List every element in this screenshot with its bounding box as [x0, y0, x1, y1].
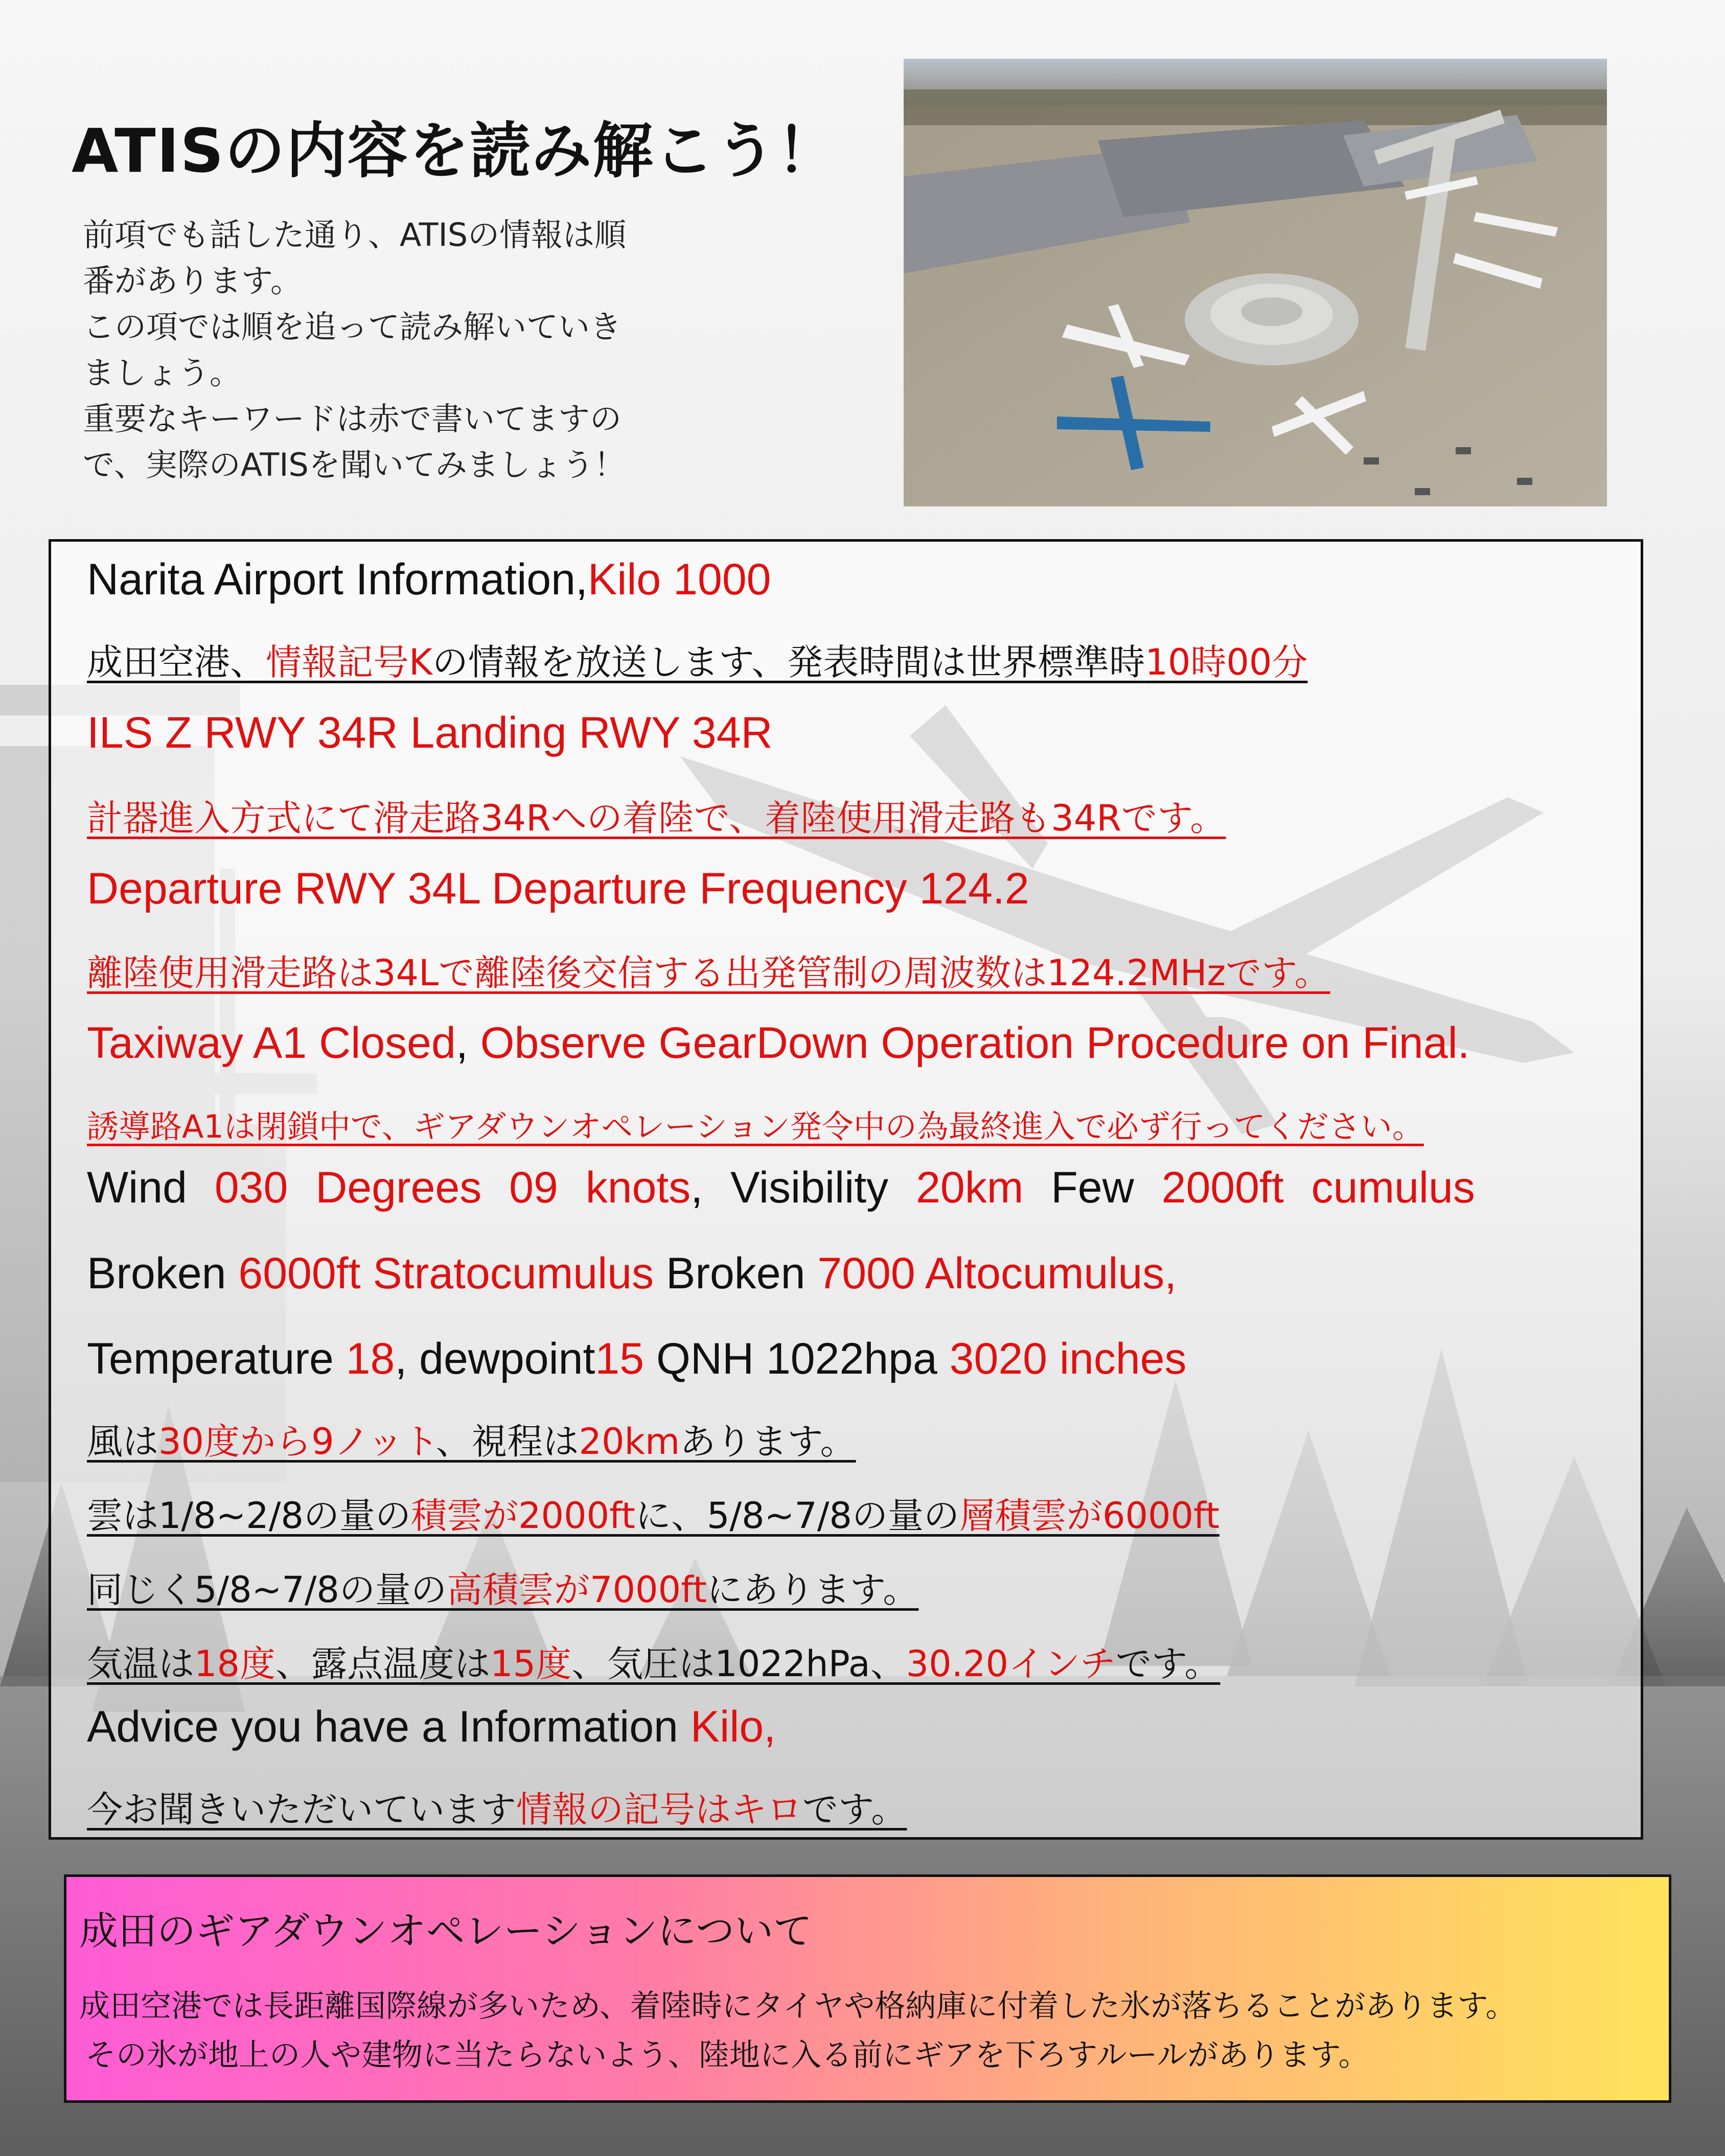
gear-down-line: その氷が地上の人や建物に当たらないよう、陸地に入る前にギアを下ろすルールがあります。	[85, 2037, 1369, 2073]
atis-keyword: 15	[595, 1334, 645, 1383]
intro-line: で、実際のATISを聞いてみましょう！	[83, 446, 626, 483]
atis-text: , dewpoint	[395, 1334, 595, 1383]
atis-text: Wind	[87, 1163, 187, 1212]
intro-line: 重要なキーワードは赤で書いてますの	[83, 400, 622, 437]
atis-translation-information	[87, 634, 1307, 685]
atis-keyword: 3020 inches	[949, 1334, 1187, 1383]
translation-text: 風は	[87, 1421, 158, 1463]
translation-text: 雲は1/8~2/8の量の	[87, 1495, 411, 1537]
atis-keyword: Observe GearDown Operation Procedure on Final.	[468, 1018, 1470, 1068]
atis-keyword: 7000 Altocumulus,	[817, 1249, 1177, 1298]
intro-line: この項では順を追って読み解いていき	[83, 308, 622, 345]
translation-keyword: 積雲が2000ft	[410, 1495, 635, 1537]
atis-line-information	[87, 554, 771, 605]
translation-keyword: 情報記号K	[266, 641, 432, 683]
atis-keyword: 2000ft cumulus	[1161, 1163, 1475, 1212]
translation-text: 、視程は	[435, 1421, 579, 1463]
atis-text: , Visibility	[691, 1163, 889, 1212]
translation-text: 、気圧は1022hPa、	[571, 1643, 906, 1685]
translation-keyword: 30度から9ノット	[158, 1421, 436, 1463]
intro-line: 番があります。	[83, 262, 303, 299]
translation-text: の情報を放送します、発表時間は世界標準時	[432, 641, 1145, 683]
translation-keyword: 20km	[579, 1421, 680, 1463]
atis-line-departure: Departure RWY 34L Departure Frequency 124.2	[87, 864, 1029, 913]
translation-keyword: 15度	[490, 1643, 572, 1685]
atis-translation-temperature	[87, 1635, 1220, 1687]
translation-keyword: 18度	[194, 1643, 276, 1685]
intro-text	[83, 212, 727, 488]
atis-text: QNH 1022hpa	[644, 1334, 950, 1383]
translation-text: あります。	[680, 1421, 856, 1463]
atis-translation-wind	[87, 1413, 856, 1465]
atis-keyword: Kilo,	[690, 1702, 776, 1751]
atis-translation-advice	[87, 1781, 907, 1833]
atis-text: Few	[1051, 1163, 1134, 1212]
airport-aerial-photo	[904, 59, 1607, 506]
atis-translation-approach: 計器進入方式にて滑走路34Rへの着陸で、着陸使用滑走路も34Rです。	[87, 797, 1226, 839]
atis-translation-departure: 離陸使用滑走路は34Lで離陸後交信する出発管制の周波数は124.2MHzです。	[87, 952, 1330, 994]
atis-line-clouds	[87, 1248, 1177, 1299]
atis-translation-clouds-1	[87, 1487, 1220, 1539]
translation-text: 成田空港、	[87, 641, 266, 683]
atis-keyword: 20km	[916, 1163, 1024, 1212]
translation-keyword: 高積雲が7000ft	[446, 1569, 707, 1611]
translation-keyword: 層積雲が6000ft	[959, 1495, 1220, 1537]
translation-keyword: 情報の記号はキロ	[516, 1789, 802, 1830]
atis-text: Narita Airport Information,	[87, 555, 588, 604]
gear-down-title: 成田のギアダウンオペレーションについて	[79, 1908, 813, 1954]
translation-text: 、露点温度は	[275, 1643, 491, 1685]
gear-down-info-box	[64, 1874, 1671, 2103]
intro-line: ましょう。	[83, 354, 242, 391]
translation-text: 気温は	[87, 1643, 194, 1685]
translation-text: 今お聞きいただいています	[87, 1789, 516, 1830]
atis-translation-notam: 誘導路A1は閉鎖中で、ギアダウンオペレーション発令中の為最終進入で必ず行ってください。	[87, 1108, 1424, 1145]
atis-transcript-box	[49, 539, 1643, 1840]
atis-text: Broken	[87, 1249, 239, 1298]
atis-keyword: 18	[346, 1334, 395, 1383]
atis-keyword: 6000ft Stratocumulus	[238, 1249, 654, 1298]
page-title: ATISの内容を読み解こう！	[72, 115, 838, 186]
atis-line-advice	[87, 1702, 776, 1752]
atis-keyword: Taxiway A1 Closed	[87, 1018, 456, 1068]
atis-keyword: Kilo 1000	[587, 555, 771, 604]
translation-text: に、5/8~7/8の量の	[635, 1495, 959, 1537]
translation-text: です。	[1116, 1643, 1221, 1685]
atis-line-approach: ILS Z RWY 34R Landing RWY 34R	[87, 708, 773, 757]
atis-text: Temperature	[87, 1334, 346, 1383]
translation-text: です。	[802, 1789, 907, 1830]
atis-keyword: 030 Degrees 09 knots	[214, 1163, 691, 1212]
translation-text: にあります。	[706, 1569, 919, 1611]
intro-line: 前項でも話した通り、ATISの情報は順	[83, 216, 627, 253]
atis-text: ,	[455, 1018, 468, 1068]
translation-keyword: 30.20インチ	[906, 1643, 1116, 1685]
atis-line-temperature	[87, 1334, 1186, 1384]
translation-text: 同じく5/8~7/8の量の	[87, 1569, 447, 1611]
translation-keyword: 10時00分	[1145, 641, 1308, 683]
atis-line-notam	[87, 1018, 1470, 1069]
gear-down-line: 成田空港では長距離国際線が多いため、着陸時にタイヤや格納庫に付着した氷が落ちることがあります。	[79, 1988, 1516, 2024]
gear-down-body	[79, 1982, 1516, 2080]
atis-line-wind	[87, 1163, 1475, 1213]
atis-text: Advice you have a Information	[87, 1702, 691, 1751]
atis-text: Broken	[654, 1249, 818, 1298]
atis-translation-clouds-2	[87, 1561, 918, 1613]
